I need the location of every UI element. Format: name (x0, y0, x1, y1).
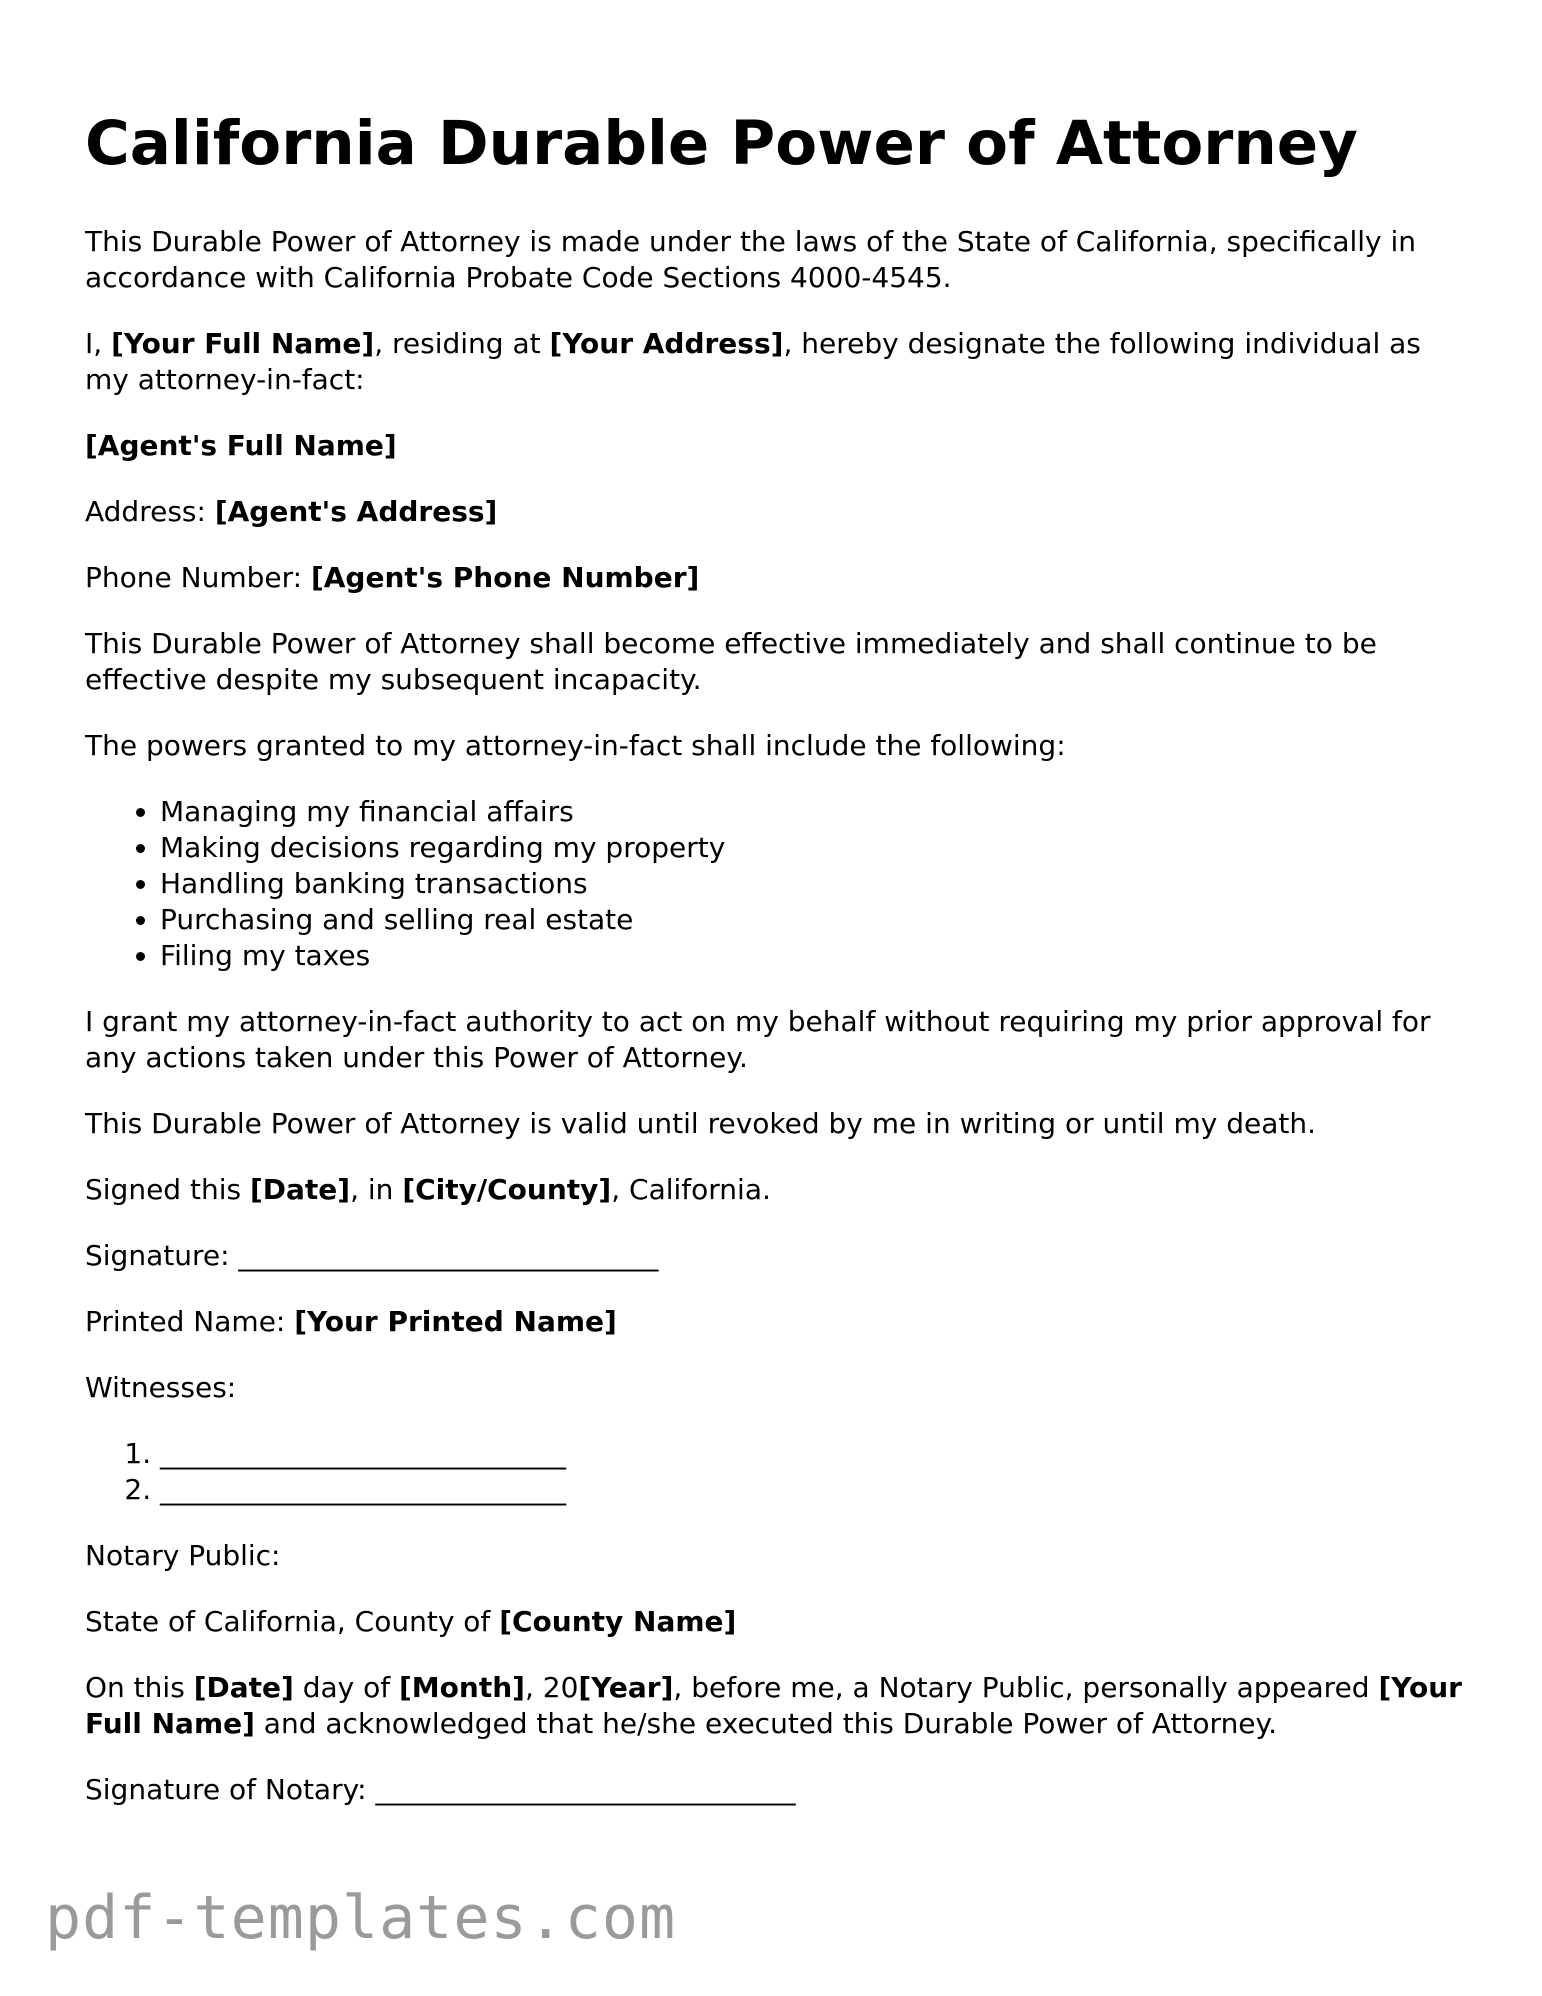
principal-address-placeholder: [Your Address] (549, 327, 784, 360)
notary-signature-line[interactable]: ______________________________ (375, 1773, 796, 1806)
principal-name-placeholder: [Your Full Name] (111, 327, 375, 360)
page-title: California Durable Power of Attorney (85, 108, 1358, 179)
signed-date-placeholder: [Date] (249, 1173, 351, 1206)
notary-signature-row: Signature of Notary: ______________________________ (85, 1773, 796, 1806)
signature-row: Signature: ______________________________ (85, 1239, 659, 1272)
powers-list (85, 794, 1465, 974)
printed-name-row: Printed Name: [Your Printed Name] (85, 1305, 617, 1338)
list-item: • Handling banking transactions (160, 866, 1465, 902)
witnesses-label: Witnesses: (85, 1371, 237, 1404)
signature-line[interactable]: ______________________________ (238, 1239, 659, 1272)
notary-label: Notary Public: (85, 1539, 281, 1572)
list-item: • Making decisions regarding my property (160, 830, 1465, 866)
watermark: pdf-templates.com (45, 1883, 677, 1953)
acknowledgment-paragraph: On this [Date] day of [Month], 20[Year], before me, a Notary Public, personally appeared [Your Full Name] and acknowledged that he/she executed this Durable Power of Attorney. (85, 1671, 1462, 1740)
signed-paragraph: Signed this [Date], in [City/County], California. (85, 1173, 771, 1206)
validity-paragraph: This Durable Power of Attorney is valid until revoked by me in writing or until my death. (85, 1107, 1316, 1140)
list-item: • Filing my taxes (160, 938, 1465, 974)
list-item: • Managing my financial affairs (160, 794, 1465, 830)
signed-place-placeholder: [City/County] (402, 1173, 612, 1206)
authority-paragraph: I grant my attorney-in-fact authority to act on my behalf without requiring my prior approval for any actions taken under this Power of Attorney. (85, 1005, 1431, 1074)
designation-paragraph: I, [Your Full Name], residing at [Your Address], hereby designate the following individual as my attorney-in-fact: (85, 327, 1421, 396)
agent-address: Address: [Agent's Address] (85, 495, 498, 528)
list-item: • Purchasing and selling real estate (160, 902, 1465, 938)
witness-line[interactable]: 2. _____________________________ (160, 1472, 1465, 1508)
witness-line[interactable]: 1. _____________________________ (160, 1436, 1465, 1472)
notary-state-row: State of California, County of [County Name] (85, 1605, 737, 1638)
witness-list (85, 1436, 1465, 1508)
agent-name: [Agent's Full Name] (85, 429, 397, 462)
intro-paragraph: This Durable Power of Attorney is made under the laws of the State of California, specifically in accordance with California Probate Code Sections 4000-4545. (85, 225, 1417, 294)
effective-paragraph: This Durable Power of Attorney shall become effective immediately and shall continue to be effective despite my subsequent incapacity. (85, 627, 1377, 696)
agent-phone: Phone Number: [Agent's Phone Number] (85, 561, 700, 594)
powers-intro: The powers granted to my attorney-in-fact shall include the following: (85, 729, 1066, 762)
document-page (85, 108, 1465, 1838)
